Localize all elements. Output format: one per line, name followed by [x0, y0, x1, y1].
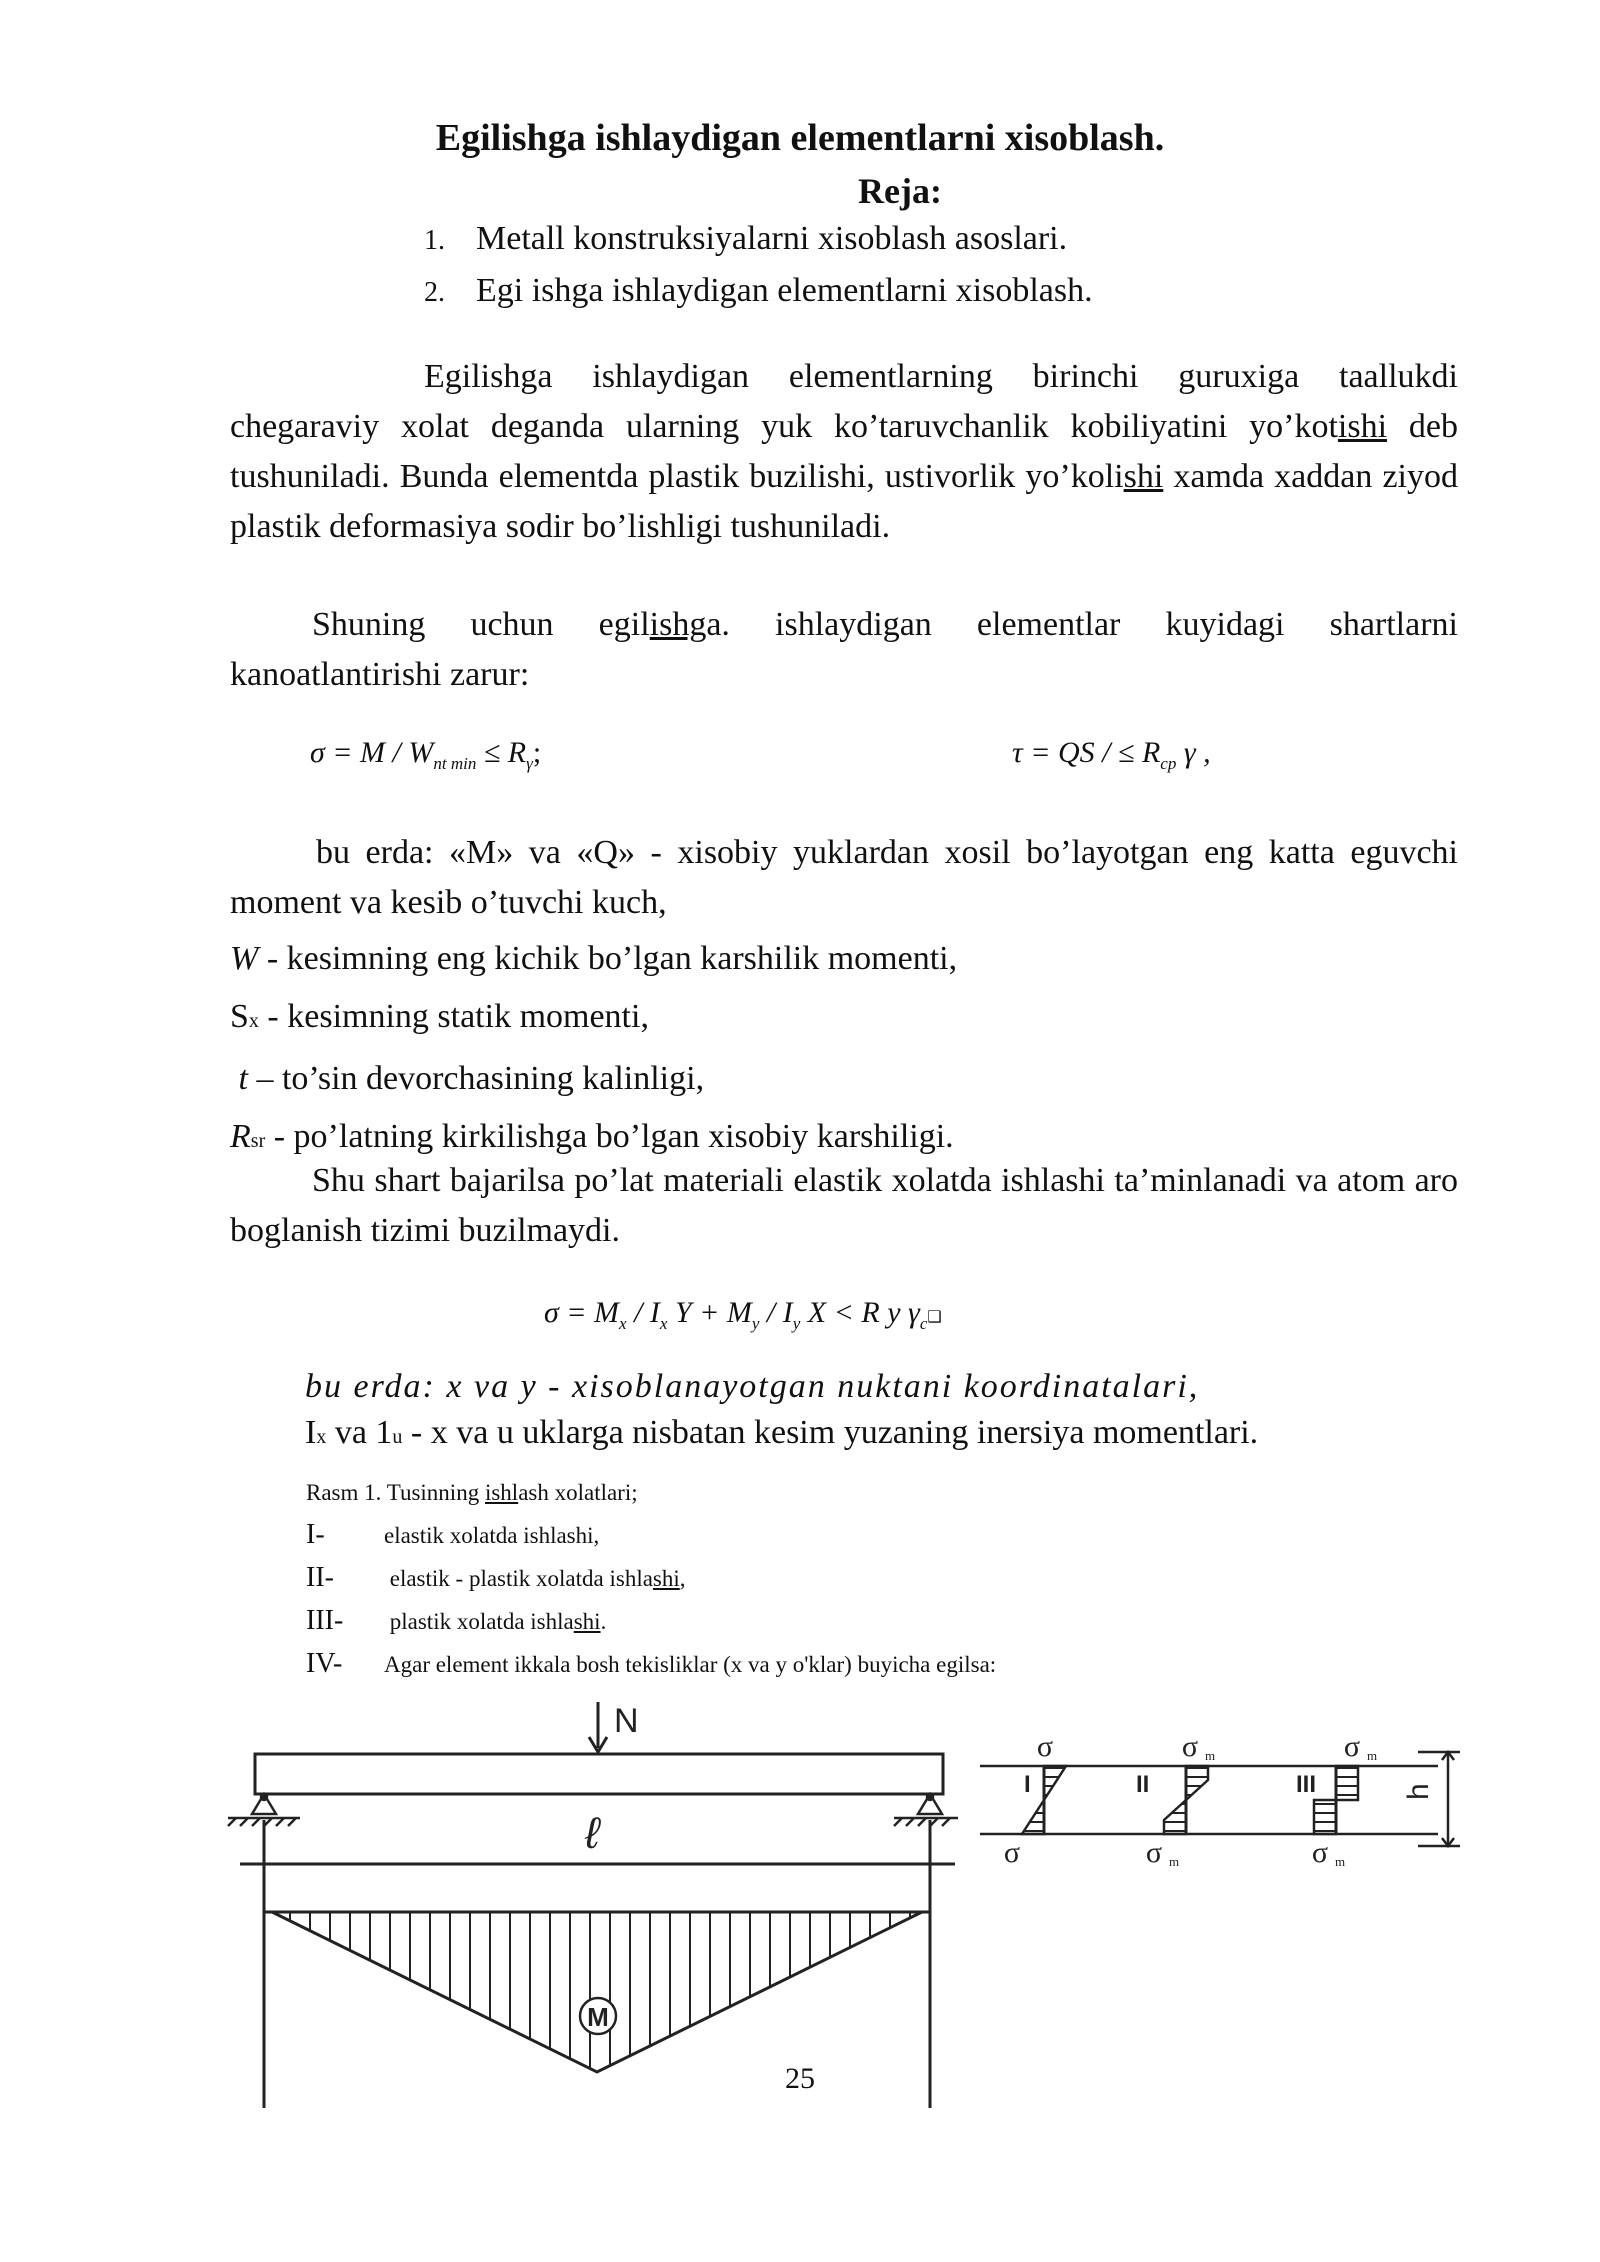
- formula-subscript: nt min: [433, 754, 477, 773]
- legend-roman: III-: [306, 1605, 344, 1636]
- note-text: va 1: [326, 1414, 393, 1451]
- sigma-bottom-label: σ: [1145, 1836, 1163, 1869]
- definition-text: - po’latning kirkilishga bo’lgan xisobiy karshiligi.: [265, 1118, 954, 1155]
- note-subscript: x: [316, 1426, 327, 1448]
- definition-symbol: S: [230, 998, 249, 1035]
- sigma-bottom-subscript: m: [1169, 1854, 1180, 1869]
- formula-text: σ = M: [544, 1296, 620, 1329]
- note-line: bu erda: x va y - xisoblanayotgan nuktani koordinatalari,: [305, 1368, 1200, 1405]
- span-label: ℓ: [585, 1809, 600, 1858]
- stage-elastic-plastic: [1164, 1766, 1208, 1834]
- formula-text: Y + M: [667, 1296, 752, 1329]
- definition-text: - kesimning eng kichik bo’lgan karshilik momenti,: [258, 940, 958, 977]
- definition-symbol: W: [230, 940, 259, 977]
- height-label: h: [1402, 1783, 1435, 1800]
- formula-subscript: y: [792, 1314, 801, 1333]
- plan-item-number: 2.: [424, 277, 445, 308]
- legend-text: ,: [679, 1566, 686, 1591]
- underlined-text: ishl: [484, 1480, 519, 1505]
- stage-label: II: [1136, 1771, 1150, 1798]
- plan-item-text: Metall konstruksiyalarni xisoblash asoslari.: [476, 220, 1068, 257]
- plan-item-number: 1.: [424, 225, 445, 256]
- underlined-text: ishi: [1337, 408, 1388, 445]
- definition-text: – to’sin devorchasining kalinligi,: [247, 1060, 705, 1097]
- stage-label: I: [1024, 1771, 1031, 1798]
- sigma-top-label: σ: [1036, 1730, 1054, 1763]
- note-subscript: u: [392, 1426, 403, 1448]
- definition-symbol: t: [238, 1060, 248, 1097]
- formula-text: / I: [626, 1296, 660, 1329]
- formula-symbol: ❑: [927, 1309, 942, 1326]
- paragraph-text: deb tushuniladi. Bunda elementda plastik buzilishi, ustivorlik yo’koli: [230, 408, 1459, 495]
- legend-roman: I-: [306, 1519, 325, 1550]
- formula-text: ≤ R: [476, 736, 527, 769]
- sigma-top-label: σ: [1343, 1730, 1361, 1763]
- definition-symbol: R: [230, 1118, 251, 1155]
- underlined-text: shi: [1123, 458, 1164, 495]
- paragraph-text: Egilishga ishlaydigan elementlarning birinchi guruxiga taallukdi chegaraviy xolat deganda ularning yuk ko’taruvchanlik kobiliyatini yo’kot: [230, 358, 1458, 445]
- page-title: Egilishga ishlaydigan elementlarni xisoblash.: [435, 117, 1165, 159]
- legend-text: Agar element ikkala bosh tekisliklar (x va y o'klar) buyicha egilsa:: [384, 1652, 997, 1677]
- note-text: I: [305, 1414, 317, 1451]
- paragraph-text: a. ishlaydigan elementlar kuyidagi shartlarni kanoatlantirishi zarur:: [230, 606, 1458, 693]
- sigma-top-label: σ: [1181, 1730, 1199, 1763]
- beam: [255, 1754, 943, 1794]
- moment-diagram: [272, 1912, 922, 2072]
- load-label: N: [614, 1702, 639, 1740]
- definition-text: - kesimning statik momenti,: [258, 998, 649, 1035]
- definition-subscript: sr: [250, 1130, 266, 1152]
- sigma-bottom-label: σ: [1311, 1836, 1329, 1869]
- sigma-top-subscript: m: [1205, 1748, 1216, 1763]
- formula-subscript: y: [751, 1314, 760, 1333]
- stage-plastic: [1314, 1766, 1358, 1834]
- formula-subscript: cp: [1160, 754, 1177, 773]
- underlined-text: shi: [573, 1609, 601, 1634]
- moment-label: M: [587, 2002, 609, 2032]
- underlined-text: shi: [652, 1566, 680, 1591]
- formula-text: τ = QS / ≤ R: [1012, 736, 1161, 769]
- formula-text: ;: [532, 736, 542, 769]
- legend-text: plastik xolatda ishla: [384, 1609, 574, 1634]
- legend-text: elastik - plastik xolatda ishla: [384, 1566, 653, 1591]
- formula-subscript: x: [619, 1314, 627, 1333]
- caption-text: ash xolatlari;: [518, 1480, 638, 1505]
- paragraph-text: Shuning uchun egil: [312, 606, 650, 643]
- formula-subscript: x: [659, 1314, 668, 1333]
- paragraph-text: xamda xaddan ziyod plastik deformasiya sodir bo’lishligi tushuniladi.: [230, 458, 1458, 545]
- formula-text: / I: [759, 1296, 793, 1329]
- paragraph-text: Shu shart bajarilsa po’lat materiali elastik xolatda ishlashi ta’minlanadi va atom aro boglanish tizimi buzilmaydi.: [230, 1162, 1458, 1249]
- definition-subscript: x: [248, 1010, 259, 1032]
- formula-text: γ ,: [1176, 736, 1211, 769]
- legend-text: .: [600, 1609, 607, 1634]
- formula-subscript: γ: [526, 754, 533, 773]
- plan-item-text: Egi ishga ishlaydigan elementlarni xisoblash.: [476, 272, 1093, 309]
- plan-heading: Reja:: [858, 171, 942, 211]
- sigma-bottom-label: σ: [1003, 1836, 1021, 1869]
- formula-text: σ = M / W: [310, 736, 434, 769]
- formula-text: X < R y γ: [800, 1296, 920, 1329]
- caption-text: Rasm 1. Tusinning: [306, 1480, 485, 1505]
- legend-roman: IV-: [306, 1648, 343, 1679]
- legend-roman: II-: [306, 1562, 334, 1593]
- load-arrow: [589, 1702, 607, 1752]
- page-number: 25: [785, 2062, 815, 2095]
- legend-text: elastik xolatda ishlashi,: [384, 1523, 600, 1548]
- formula-subscript: c: [919, 1314, 928, 1333]
- sigma-bottom-subscript: m: [1335, 1854, 1346, 1869]
- paragraph-text: bu erda: «M» va «Q» - xisobiy yuklardan xosil bo’layotgan eng katta eguvchi moment va kesib o’tuvchi kuch,: [230, 834, 1458, 921]
- stage-label: III: [1296, 1771, 1317, 1798]
- note-text: - x va u uklarga nisbatan kesim yuzaning inersiya momentlari.: [402, 1414, 1259, 1451]
- right-support: [894, 1794, 958, 1826]
- underlined-text: ishg: [649, 606, 707, 643]
- sigma-top-subscript: m: [1367, 1748, 1378, 1763]
